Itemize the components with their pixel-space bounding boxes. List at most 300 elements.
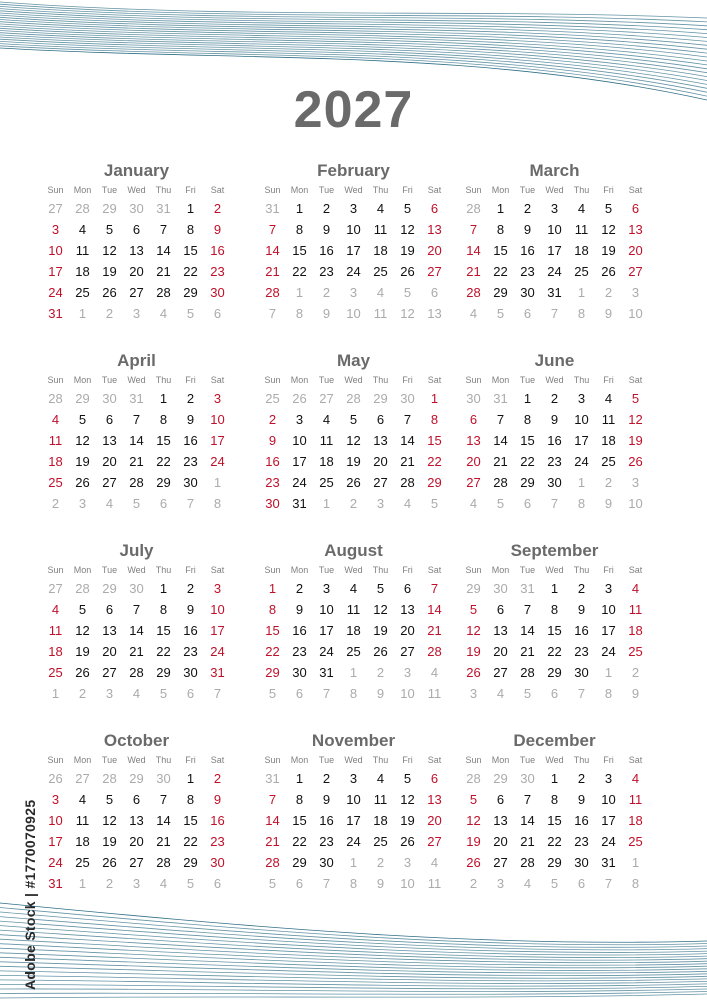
- day-cell: 24: [601, 644, 616, 659]
- day-cell: 25: [574, 264, 589, 279]
- day-cell: 21: [156, 264, 171, 279]
- day-cell: 31: [210, 665, 225, 680]
- month-name: September: [510, 541, 599, 560]
- day-cell: 24: [346, 264, 361, 279]
- weekday-label: Sat: [427, 185, 442, 195]
- wave-line: [0, 935, 707, 960]
- weekday-label: Fri: [185, 375, 196, 385]
- day-cell: 24: [292, 475, 307, 490]
- day-cell: 10: [574, 412, 589, 427]
- day-cell: 1: [159, 581, 168, 596]
- day-cell: 21: [129, 644, 144, 659]
- day-cell: 8: [186, 792, 195, 807]
- adjacent-month-day: 9: [376, 876, 385, 891]
- adjacent-month-day: 27: [75, 771, 90, 786]
- day-cell: 2: [577, 771, 586, 786]
- adjacent-month-day: 6: [213, 876, 222, 891]
- day-cell: 19: [400, 243, 415, 258]
- adjacent-month-day: 4: [376, 285, 385, 300]
- adjacent-month-day: 2: [105, 876, 114, 891]
- day-cell: 1: [295, 771, 304, 786]
- adjacent-month-day: 3: [403, 665, 412, 680]
- day-cell: 27: [628, 264, 643, 279]
- day-cell: 4: [631, 771, 640, 786]
- adjacent-month-day: 29: [129, 771, 144, 786]
- day-cell: 30: [183, 475, 198, 490]
- weekday-label: Fri: [402, 755, 413, 765]
- month-name: November: [311, 731, 396, 750]
- day-cell: 6: [105, 412, 114, 427]
- wave-line: [0, 20, 707, 50]
- day-cell: 31: [601, 855, 616, 870]
- adjacent-month-day: 27: [48, 581, 63, 596]
- day-cell: 23: [183, 454, 198, 469]
- adjacent-month-day: 10: [628, 496, 643, 511]
- adjacent-month-day: 6: [295, 876, 304, 891]
- day-cell: 7: [132, 412, 141, 427]
- day-cell: 29: [493, 285, 508, 300]
- adjacent-month-day: 2: [349, 496, 358, 511]
- adjacent-month-day: 29: [466, 581, 481, 596]
- month-march: [460, 160, 649, 324]
- day-cell: 19: [601, 243, 616, 258]
- day-cell: 25: [628, 834, 643, 849]
- adjacent-month-day: 3: [105, 686, 114, 701]
- day-cell: 19: [466, 644, 481, 659]
- day-cell: 24: [574, 454, 589, 469]
- day-cell: 23: [292, 644, 307, 659]
- day-cell: 5: [105, 792, 114, 807]
- day-cell: 4: [51, 412, 60, 427]
- day-cell: 2: [186, 581, 195, 596]
- adjacent-month-day: 29: [493, 771, 508, 786]
- day-cell: 11: [373, 222, 388, 237]
- adjacent-month-day: 4: [496, 686, 505, 701]
- day-cell: 26: [400, 834, 415, 849]
- weekday-label: Tue: [101, 755, 118, 765]
- adjacent-month-day: 7: [550, 496, 559, 511]
- adjacent-month-day: 5: [550, 876, 559, 891]
- day-cell: 28: [129, 665, 144, 680]
- day-cell: 5: [349, 412, 358, 427]
- weekday-label: Sun: [465, 565, 482, 575]
- day-cell: 25: [75, 855, 90, 870]
- adjacent-month-day: 31: [265, 771, 280, 786]
- day-cell: 8: [295, 222, 304, 237]
- month-days-grid: [42, 562, 231, 704]
- day-cell: 10: [292, 433, 307, 448]
- day-cell: 3: [349, 201, 358, 216]
- day-cell: 24: [601, 834, 616, 849]
- day-cell: 20: [466, 454, 481, 469]
- day-cell: 22: [292, 264, 307, 279]
- day-cell: 4: [78, 792, 87, 807]
- adjacent-month-day: 2: [322, 285, 331, 300]
- day-cell: 29: [265, 665, 280, 680]
- day-cell: 9: [322, 792, 331, 807]
- day-cell: 26: [373, 644, 388, 659]
- day-cell: 5: [403, 201, 412, 216]
- day-cell: 15: [493, 243, 508, 258]
- day-cell: 1: [550, 581, 559, 596]
- weekday-label: Fri: [603, 185, 614, 195]
- weekday-label: Tue: [519, 565, 536, 575]
- day-cell: 5: [403, 771, 412, 786]
- day-cell: 2: [322, 771, 331, 786]
- day-cell: 21: [520, 644, 535, 659]
- adjacent-month-day: 4: [469, 496, 478, 511]
- day-cell: 27: [493, 855, 508, 870]
- weekday-label: Sat: [210, 565, 225, 575]
- adjacent-month-day: 6: [577, 876, 586, 891]
- weekday-label: Tue: [519, 185, 536, 195]
- day-cell: 14: [265, 243, 280, 258]
- day-cell: 3: [51, 792, 60, 807]
- day-cell: 2: [186, 391, 195, 406]
- month-may: [259, 350, 448, 514]
- adjacent-month-day: 30: [156, 771, 171, 786]
- day-cell: 8: [186, 222, 195, 237]
- month-name: June: [534, 351, 575, 370]
- adjacent-month-day: 1: [577, 285, 586, 300]
- day-cell: 6: [132, 222, 141, 237]
- adjacent-month-day: 4: [430, 855, 439, 870]
- adjacent-month-day: 4: [403, 496, 412, 511]
- day-cell: 30: [547, 475, 562, 490]
- weekday-label: Sat: [210, 185, 225, 195]
- adjacent-month-day: 7: [604, 876, 613, 891]
- day-cell: 2: [213, 771, 222, 786]
- adjacent-month-day: 8: [604, 686, 613, 701]
- day-cell: 24: [547, 264, 562, 279]
- weekday-label: Sun: [264, 755, 281, 765]
- day-cell: 4: [604, 391, 613, 406]
- day-cell: 13: [466, 433, 481, 448]
- wave-line: [0, 28, 707, 65]
- day-cell: 25: [373, 834, 388, 849]
- weekday-label: Tue: [101, 565, 118, 575]
- day-cell: 16: [319, 243, 334, 258]
- adjacent-month-day: 9: [604, 496, 613, 511]
- day-cell: 31: [319, 665, 334, 680]
- day-cell: 15: [520, 433, 535, 448]
- day-cell: 19: [102, 264, 117, 279]
- day-cell: 7: [268, 792, 277, 807]
- adjacent-month-day: 30: [400, 391, 415, 406]
- day-cell: 14: [400, 433, 415, 448]
- day-cell: 20: [129, 834, 144, 849]
- adjacent-month-day: 2: [469, 876, 478, 891]
- adjacent-month-day: 5: [186, 876, 195, 891]
- wave-line: [0, 9, 707, 30]
- day-cell: 3: [295, 412, 304, 427]
- day-cell: 16: [520, 243, 535, 258]
- month-days-grid: [259, 372, 448, 514]
- month-december: [460, 730, 649, 894]
- month-name: April: [117, 351, 156, 370]
- adjacent-month-day: 2: [51, 496, 60, 511]
- weekday-label: Sun: [47, 565, 64, 575]
- day-cell: 4: [376, 771, 385, 786]
- day-cell: 15: [183, 243, 198, 258]
- wave-line: [0, 953, 707, 971]
- day-cell: 21: [427, 623, 442, 638]
- day-cell: 16: [210, 813, 225, 828]
- day-cell: 20: [628, 243, 643, 258]
- day-cell: 18: [628, 813, 643, 828]
- weekday-label: Wed: [344, 375, 363, 385]
- adjacent-month-day: 3: [496, 876, 505, 891]
- day-cell: 26: [102, 855, 117, 870]
- day-cell: 8: [550, 602, 559, 617]
- weekday-label: Fri: [185, 755, 196, 765]
- day-cell: 13: [102, 623, 117, 638]
- wave-line: [0, 971, 707, 981]
- adjacent-month-day: 9: [631, 686, 640, 701]
- adjacent-month-day: 7: [213, 686, 222, 701]
- day-cell: 18: [75, 834, 90, 849]
- weekday-label: Thu: [573, 185, 590, 195]
- adjacent-month-day: 8: [577, 496, 586, 511]
- adjacent-month-day: 27: [319, 391, 334, 406]
- wave-line: [0, 37, 707, 81]
- day-cell: 20: [102, 454, 117, 469]
- day-cell: 27: [400, 644, 415, 659]
- adjacent-month-day: 28: [102, 771, 117, 786]
- day-cell: 19: [628, 433, 643, 448]
- day-cell: 20: [427, 243, 442, 258]
- day-cell: 3: [604, 771, 613, 786]
- day-cell: 11: [373, 792, 388, 807]
- day-cell: 27: [466, 475, 481, 490]
- day-cell: 2: [550, 391, 559, 406]
- weekday-label: Mon: [491, 565, 510, 575]
- day-cell: 26: [346, 475, 361, 490]
- day-cell: 12: [75, 623, 90, 638]
- wave-line: [0, 921, 707, 952]
- day-cell: 16: [574, 623, 589, 638]
- day-cell: 6: [430, 201, 439, 216]
- day-cell: 3: [550, 201, 559, 216]
- day-cell: 10: [319, 602, 334, 617]
- month-name: May: [336, 351, 371, 370]
- day-cell: 20: [427, 813, 442, 828]
- adjacent-month-day: 29: [102, 201, 117, 216]
- wave-line: [0, 908, 707, 945]
- adjacent-month-day: 5: [186, 306, 195, 321]
- weekday-label: Sat: [427, 375, 442, 385]
- weekday-label: Wed: [545, 755, 564, 765]
- adjacent-month-day: 4: [430, 665, 439, 680]
- adjacent-month-day: 29: [102, 581, 117, 596]
- day-cell: 23: [319, 264, 334, 279]
- adjacent-month-day: 26: [292, 391, 307, 406]
- adjacent-month-day: 31: [129, 391, 144, 406]
- day-cell: 13: [493, 813, 508, 828]
- day-cell: 3: [577, 391, 586, 406]
- month-november: [259, 730, 448, 894]
- adjacent-month-day: 2: [604, 285, 613, 300]
- weekday-label: Sat: [427, 565, 442, 575]
- day-cell: 25: [373, 264, 388, 279]
- day-cell: 4: [51, 602, 60, 617]
- wave-line: [0, 13, 707, 38]
- day-cell: 29: [156, 475, 171, 490]
- day-cell: 2: [213, 201, 222, 216]
- day-cell: 1: [295, 201, 304, 216]
- weekday-label: Sat: [628, 755, 643, 765]
- weekday-label: Thu: [155, 375, 172, 385]
- weekday-label: Tue: [101, 375, 118, 385]
- adjacent-month-day: 3: [376, 496, 385, 511]
- adjacent-month-day: 8: [213, 496, 222, 511]
- wave-line: [0, 930, 707, 957]
- adjacent-month-day: 30: [129, 581, 144, 596]
- adjacent-month-day: 7: [550, 306, 559, 321]
- month-august: [259, 540, 448, 704]
- day-cell: 27: [493, 665, 508, 680]
- weekday-label: Tue: [519, 755, 536, 765]
- day-cell: 6: [631, 201, 640, 216]
- day-cell: 7: [523, 602, 532, 617]
- day-cell: 6: [496, 602, 505, 617]
- wave-line: [0, 11, 707, 34]
- weekday-label: Fri: [402, 185, 413, 195]
- day-cell: 27: [102, 665, 117, 680]
- day-cell: 9: [523, 222, 532, 237]
- day-cell: 29: [292, 855, 307, 870]
- adjacent-month-day: 29: [75, 391, 90, 406]
- day-cell: 29: [156, 665, 171, 680]
- day-cell: 7: [132, 602, 141, 617]
- day-cell: 7: [496, 412, 505, 427]
- weekday-label: Thu: [155, 185, 172, 195]
- adjacent-month-day: 3: [631, 285, 640, 300]
- day-cell: 18: [319, 454, 334, 469]
- day-cell: 6: [132, 792, 141, 807]
- day-cell: 1: [430, 391, 439, 406]
- adjacent-month-day: 6: [523, 496, 532, 511]
- adjacent-month-day: 31: [493, 391, 508, 406]
- month-february: [259, 160, 448, 324]
- day-cell: 13: [400, 602, 415, 617]
- adjacent-month-day: 1: [78, 306, 87, 321]
- day-cell: 22: [547, 644, 562, 659]
- day-cell: 2: [268, 412, 277, 427]
- day-cell: 16: [183, 623, 198, 638]
- weekday-label: Thu: [573, 565, 590, 575]
- day-cell: 9: [577, 602, 586, 617]
- weekday-label: Fri: [185, 185, 196, 195]
- day-cell: 17: [547, 243, 562, 258]
- day-cell: 28: [520, 665, 535, 680]
- weekday-label: Tue: [101, 185, 118, 195]
- day-cell: 25: [628, 644, 643, 659]
- weekday-label: Mon: [290, 755, 309, 765]
- day-cell: 30: [210, 855, 225, 870]
- weekday-label: Sat: [427, 755, 442, 765]
- weekday-label: Sat: [628, 565, 643, 575]
- adjacent-month-day: 9: [322, 306, 331, 321]
- day-cell: 14: [520, 623, 535, 638]
- day-cell: 14: [156, 813, 171, 828]
- adjacent-month-day: 4: [105, 496, 114, 511]
- day-cell: 17: [210, 433, 225, 448]
- day-cell: 11: [48, 433, 63, 448]
- day-cell: 6: [105, 602, 114, 617]
- day-cell: 27: [427, 264, 442, 279]
- month-days-grid: [460, 372, 649, 514]
- wave-line: [0, 903, 707, 942]
- adjacent-month-day: 30: [466, 391, 481, 406]
- day-cell: 16: [574, 813, 589, 828]
- day-cell: 22: [183, 834, 198, 849]
- day-cell: 29: [547, 665, 562, 680]
- adjacent-month-day: 5: [268, 686, 277, 701]
- day-cell: 10: [48, 243, 63, 258]
- day-cell: 4: [78, 222, 87, 237]
- adjacent-month-day: 5: [403, 285, 412, 300]
- day-cell: 17: [48, 834, 63, 849]
- day-cell: 23: [520, 264, 535, 279]
- weekday-label: Thu: [372, 185, 389, 195]
- wave-line: [0, 984, 707, 988]
- adjacent-month-day: 30: [493, 581, 508, 596]
- day-cell: 29: [520, 475, 535, 490]
- day-cell: 24: [346, 834, 361, 849]
- adjacent-month-day: 30: [129, 201, 144, 216]
- day-cell: 11: [601, 412, 616, 427]
- adjacent-month-day: 7: [268, 306, 277, 321]
- day-cell: 29: [183, 285, 198, 300]
- weekday-label: Wed: [545, 565, 564, 575]
- adjacent-month-day: 3: [349, 285, 358, 300]
- day-cell: 10: [210, 412, 225, 427]
- day-cell: 16: [319, 813, 334, 828]
- wave-line: [0, 975, 707, 983]
- day-cell: 4: [322, 412, 331, 427]
- day-cell: 18: [48, 454, 63, 469]
- adjacent-month-day: 11: [427, 876, 442, 891]
- weekday-label: Mon: [73, 375, 92, 385]
- day-cell: 13: [129, 243, 144, 258]
- day-cell: 17: [210, 623, 225, 638]
- adjacent-month-day: 3: [132, 876, 141, 891]
- day-cell: 26: [628, 454, 643, 469]
- day-cell: 8: [550, 792, 559, 807]
- day-cell: 22: [183, 264, 198, 279]
- day-cell: 10: [601, 792, 616, 807]
- adjacent-month-day: 6: [550, 686, 559, 701]
- day-cell: 1: [159, 391, 168, 406]
- month-name: August: [324, 541, 383, 560]
- adjacent-month-day: 9: [376, 686, 385, 701]
- day-cell: 30: [319, 855, 334, 870]
- day-cell: 28: [156, 855, 171, 870]
- day-cell: 27: [129, 855, 144, 870]
- day-cell: 10: [346, 792, 361, 807]
- adjacent-month-day: 28: [466, 771, 481, 786]
- weekday-label: Wed: [545, 375, 564, 385]
- day-cell: 15: [156, 433, 171, 448]
- wave-line: [0, 912, 707, 947]
- weekday-label: Sun: [465, 755, 482, 765]
- month-september: [460, 540, 649, 704]
- weekday-label: Mon: [491, 755, 510, 765]
- adjacent-month-day: 10: [400, 876, 415, 891]
- day-cell: 8: [159, 602, 168, 617]
- adjacent-month-day: 3: [469, 686, 478, 701]
